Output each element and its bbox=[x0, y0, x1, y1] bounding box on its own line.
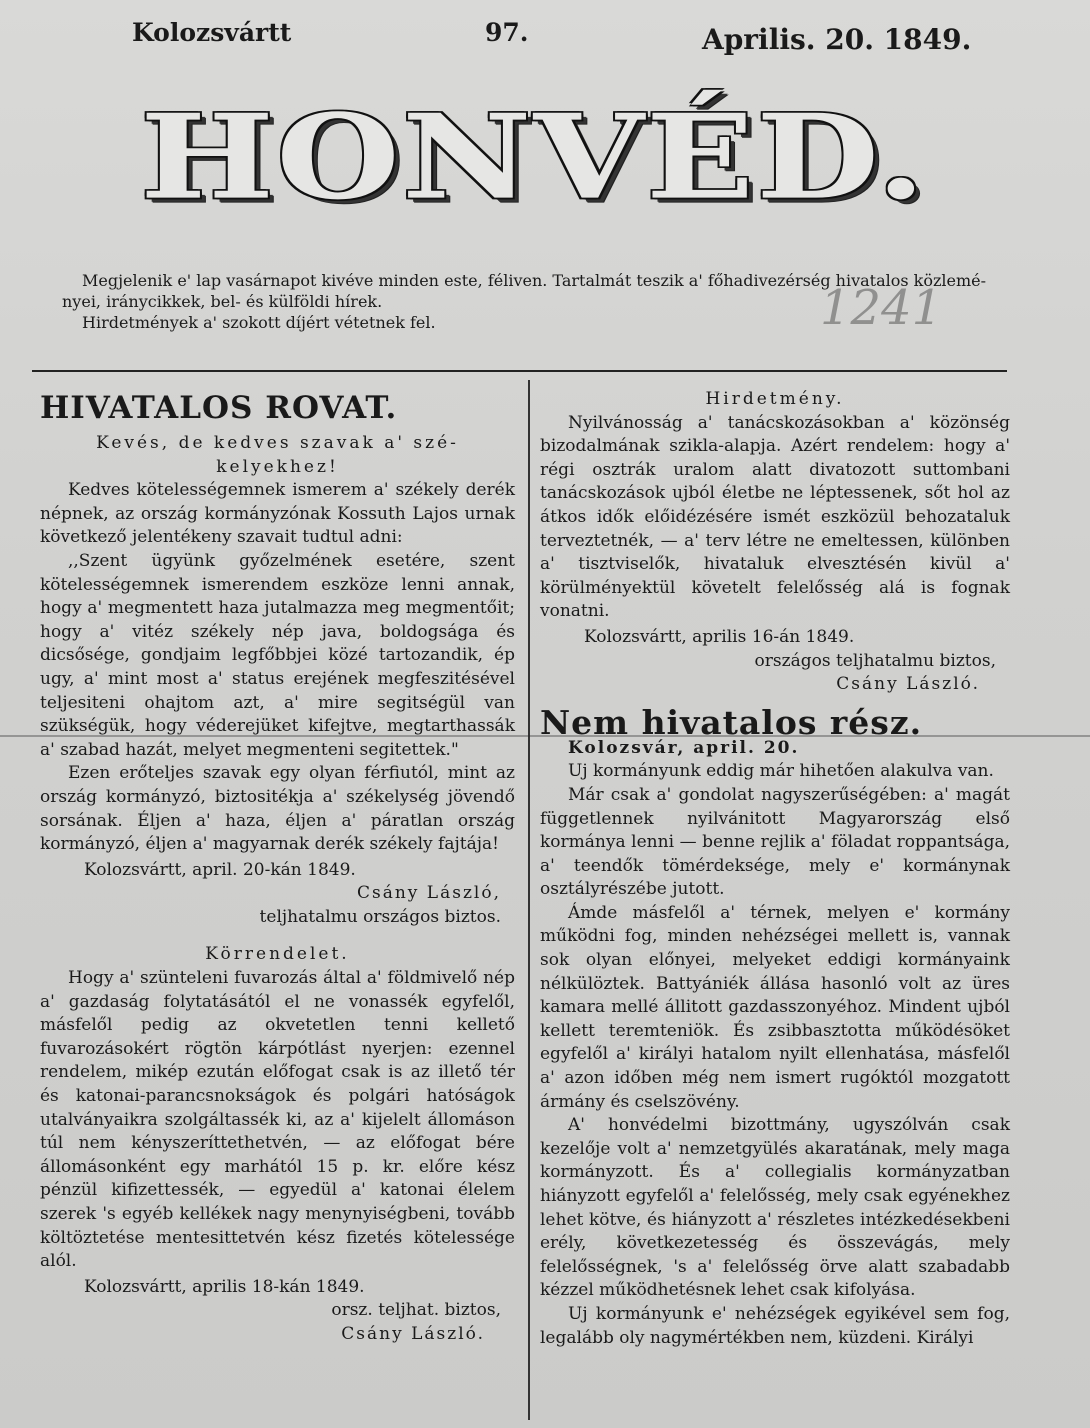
column-divider bbox=[528, 380, 530, 1420]
notice-line-1: Megjelenik e' lap vasárnapot kivéve minden este, féliven. Tartalmát teszik a' főhadivezérség hivatalos közlemé- bbox=[82, 271, 987, 290]
quote-paragraph: ,,Szent ügyünk győzelmének esetére, szent kötelességemnek ismerendem eszköze lenni annak, hogy a' megmentett haza jutalmazza meg megmentőit; hogy a' vitéz székely nép java, boldogsága és dicsősége, gondjaim legfőbbjei közé tartozandik, ép ugy, a' mint most a' status erejének megfeszitésével teljesiteni ohajtom azt, a' mire segitségül van szükségük, hogy véderejüket kifejtve, megtarthassák a' szabad hazát, melyet megmenteni segitettek." bbox=[40, 550, 515, 760]
unofficial-section-title: Nem hivatalos rész. bbox=[540, 702, 923, 742]
signature-name: Csány László, bbox=[356, 883, 501, 904]
decree-dateline: Kolozsvártt, aprilis 18-kán 1849. bbox=[84, 1276, 365, 1297]
masthead-place: Kolozsvártt bbox=[132, 18, 292, 47]
article-subtitle-cont: kelyekhez! bbox=[216, 456, 339, 477]
decree-paragraph: Hogy a' szüntelenі fuvarozás által a' földmivelő nép a' gazdaság folytatásától el ne vonassék egyfelől, másfelől pedig az okvetetlen tenni kellető fuvarozásokért rögtön kárpótlást nyerjen: ezennel rendelem, mikép ezután előfogat csak is az illető tér és katonai-parancsnokságok és polgári hatóságok utalványaikra szolgáltassék ki, az a' kijelelt állomáson túl nem kényszeríttethetvén, — az előfogat bére állomásonként egy marhától 15 p. kr. előre kész pénzül kifizettessék, — egyedül a' katonai élelem szerek 's egyéb kellékek nagy menynyiségbeni, tovább költöztetése mentesittetvén kész fizetés kötelessége alól. bbox=[40, 968, 515, 1272]
notice-line-2: nyei, iránycikkek, bel- és külföldi hírek. bbox=[62, 292, 383, 311]
article-dateline: Kolozsvártt, april. 20-kán 1849. bbox=[84, 859, 356, 880]
announcement-dateline: Kolozsvártt, aprilis 16-án 1849. bbox=[584, 626, 855, 647]
masthead bbox=[60, 18, 1030, 58]
announcement-paragraph: Nyilvánosság a' tanácskozásokban a' közönség bizodalmának szikla-alapja. Azért rendelem: hogy a' régi osztrák uralom alatt divatozott suttombani tanácskozások ujból életbe ne léptessenek, sőt hol az átkos idők előidézésére ismét eszközül behozataluk terveztetnék, — a' terv létre ne emeltessen, különben a' tisztviselők, hivataluk elvesztésén kivül a' körülményektül követelt felelősség alá is fognak vonatni. bbox=[540, 412, 1010, 622]
left-column bbox=[40, 388, 515, 1347]
news-paragraph: Már csak a' gondolat nagyszerűségében: a' magát függetlennek nyilvánitott Magyarország első kormánya lenni — benne rejlik a' föladat roppantsága, a' teendők tömérdeksége, mely e' kormánynak osztályrészébe jutott. bbox=[540, 784, 1010, 900]
article-paragraph: Ezen erőteljes szavak egy olyan férfiutól, mint az ország kormányzó, biztositékja a' székelység jövendő sorsának. Éljen a' haza, éljen a' páratlan ország kormányzó, éljen a' magyarnak derék székely fajtája! bbox=[40, 763, 515, 855]
margin-handwritten-note: 1241 bbox=[820, 280, 943, 336]
newspaper-title: HONVÉD. bbox=[140, 89, 928, 226]
article-paragraph: Kedves kötelességemnek ismerem a' székely derék népnek, az ország kormányzónak Kossuth Lajos urnak következő jelentékeny szavait tudtul adni: bbox=[40, 480, 515, 548]
official-section-title: HIVATALOS ROVAT. bbox=[40, 390, 398, 426]
news-paragraph: Uj kormányunk eddig már hihetően alakulva van. bbox=[568, 761, 994, 782]
signature-title: teljhatalmu országos biztos. bbox=[259, 906, 501, 927]
publication-notice bbox=[62, 270, 1022, 333]
signature-name: Csány László. bbox=[836, 674, 980, 695]
signature-name: Csány László. bbox=[341, 1323, 485, 1344]
signature-title: orsz. teljhat. biztos, bbox=[331, 1300, 501, 1321]
article-subtitle: Kevés, de kedves szavak a' szé- bbox=[96, 433, 459, 453]
issue-number: 97. bbox=[485, 18, 529, 47]
news-paragraph: Ámde másfelől a' térnek, melyen e' kormány működni fog, minden nehézségei mellett is, vannak sok olyan előnyei, melyeket eddigi kormányaink nélkülöztek. Battyániék állása hasonló volt az üres kamara mellé állitott gazdasszonyéhoz. Mindent ujból kellett teremteniök. És zsibbasztotta működésöket egyfelől a' királyi hatalom nyilt ellenhatása, másfelől a' azon időben még nem ismert rugóktól mozgatott ármány és cselszövény. bbox=[540, 902, 1010, 1112]
masthead-date: Aprilis. 20. 1849. bbox=[702, 23, 972, 56]
right-column bbox=[540, 388, 1010, 1350]
notice-line-3: Hirdetmények a' szokott díjért vétetnek fel. bbox=[82, 313, 436, 332]
news-paragraph: A' honvédelmi bizottmány, ugyszólván csak kezelője volt a' nemzetgyülés akaratának, mely maga kormányzott. És a' collegialis kormányzatban hiányzott egyfelől a' felelősség, mely csak egyénekhez lehet kötve, és hiányzott a' részletes intézkedésekbeni erély, következetesség és összevágás, mely felelősségnek, 's a' felelősség örve alatt szabadabb kézzel működhetésnek lehet csak kifolyása. bbox=[540, 1115, 1010, 1301]
announcement-title: Hirdetmény. bbox=[705, 389, 845, 409]
news-dateline: Kolozsvár, april. 20. bbox=[568, 737, 800, 758]
news-paragraph: Uj kormányunk e' nehézségek egyikével sem fog, legalább oly nagymértékben nem, küzdeni. Királyi bbox=[540, 1303, 1010, 1348]
header-rule bbox=[32, 370, 1007, 372]
signature-title: országos teljhatalmu biztos, bbox=[754, 650, 996, 671]
decree-title: Körrendelet. bbox=[205, 944, 350, 965]
